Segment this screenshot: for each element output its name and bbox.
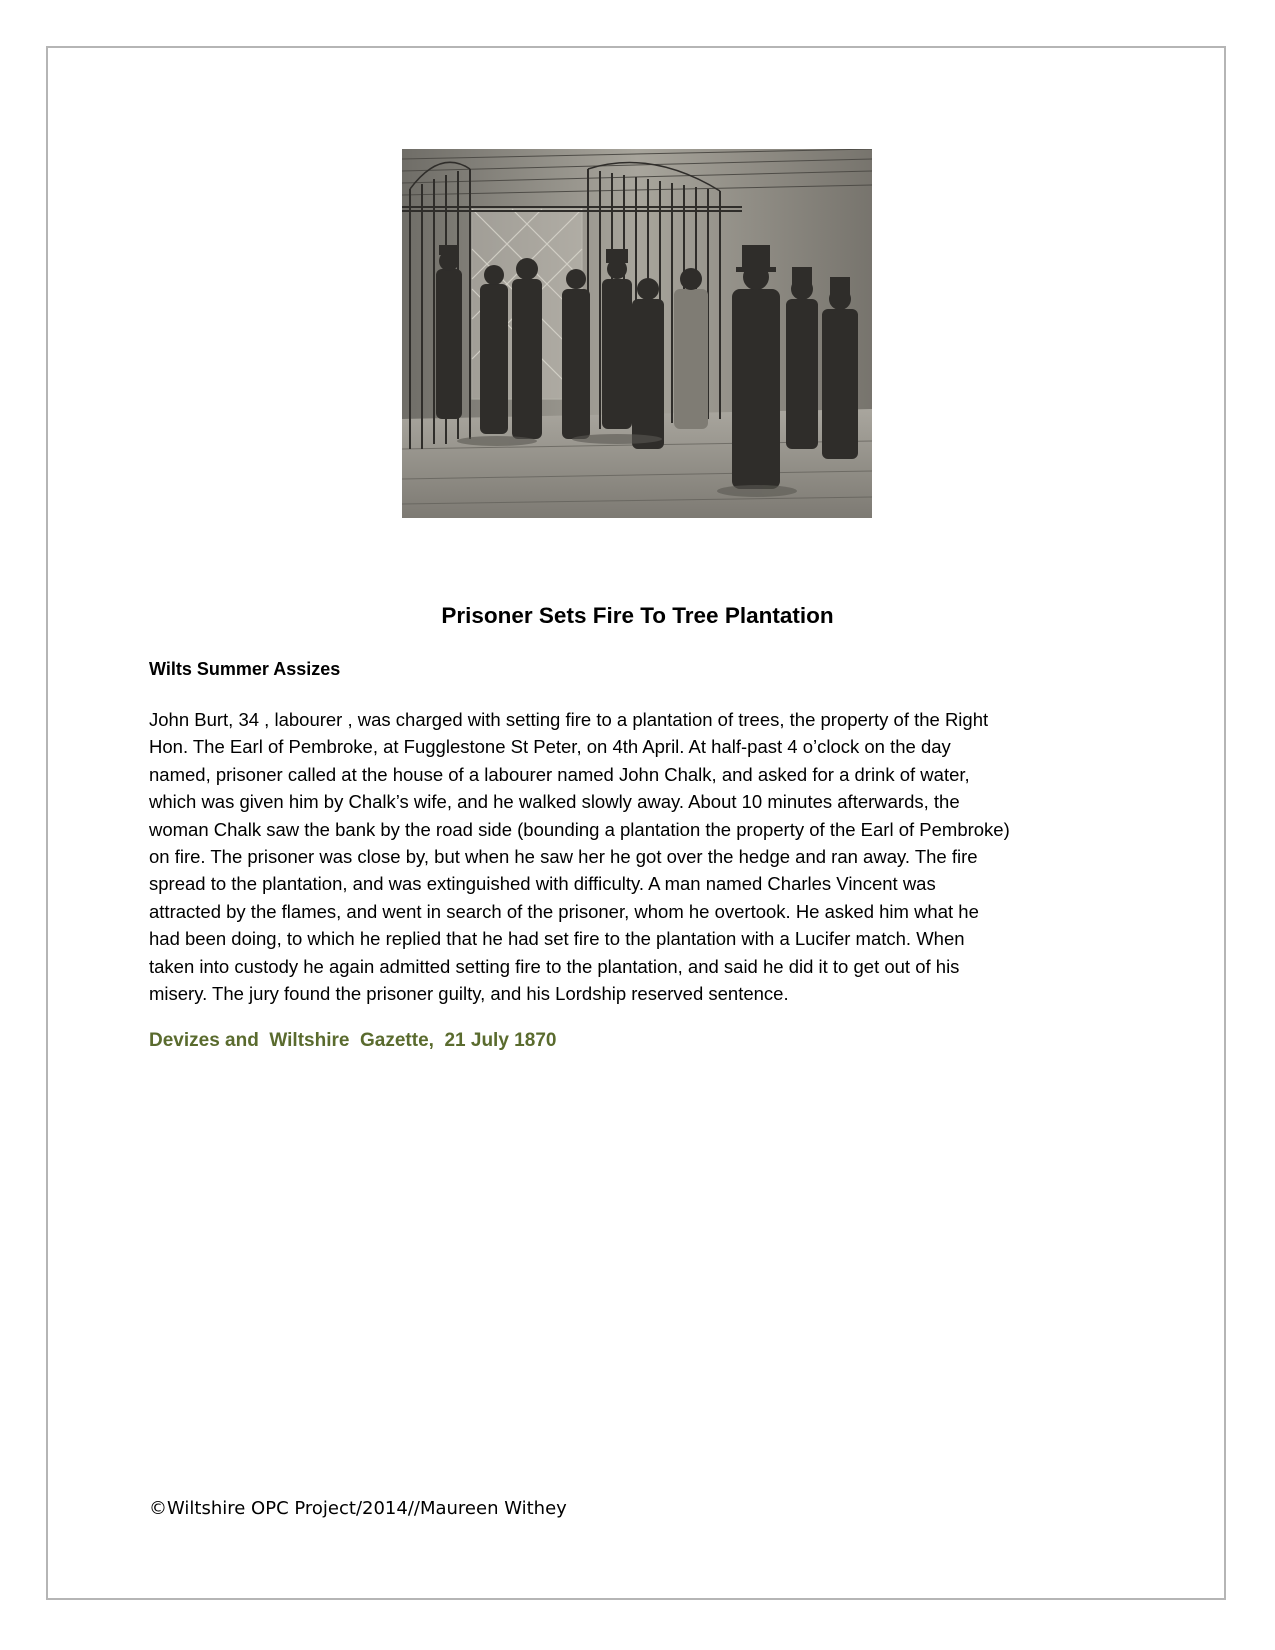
engraving-illustration — [402, 149, 872, 518]
article-body — [149, 706, 1129, 1007]
body-line: attracted by the flames, and went in search of the prisoner, whom he overtook. He asked him what he — [149, 900, 979, 922]
body-line: named, prisoner called at the house of a labourer named John Chalk, and asked for a drink of water, — [149, 763, 970, 785]
body-line: on fire. The prisoner was close by, but when he saw her he got over the hedge and ran away. The fire — [149, 846, 978, 868]
article-source: Devizes and Wiltshire Gazette, 21 July 1870 — [149, 1030, 557, 1051]
body-line: misery. The jury found the prisoner guilty, and his Lordship reserved sentence. — [149, 983, 789, 1005]
engraving-icon — [402, 149, 872, 518]
body-line: Hon. The Earl of Pembroke, at Fugglestone St Peter, on 4th April. At half-past 4 o’clock on the day — [149, 736, 951, 758]
article-subtitle: Wilts Summer Assizes — [149, 659, 341, 679]
body-line: which was given him by Chalk’s wife, and he walked slowly away. About 10 minutes afterwards, the — [149, 791, 960, 813]
article-title: Prisoner Sets Fire To Tree Plantation — [441, 603, 834, 628]
body-line: had been doing, to which he replied that he had set fire to the plantation with a Lucifer match. When — [149, 928, 965, 950]
body-line: taken into custody he again admitted setting fire to the plantation, and said he did it to get out of his — [149, 955, 960, 977]
body-line: woman Chalk saw the bank by the road side (bounding a plantation the property of the Earl of Pembroke) — [149, 818, 1010, 840]
body-line: spread to the plantation, and was extinguished with difficulty. A man named Charles Vincent was — [149, 873, 936, 895]
body-line: John Burt, 34 , labourer , was charged with setting fire to a plantation of trees, the property of the Right — [149, 709, 989, 730]
footer-copyright: ©Wiltshire OPC Project/2014//Maureen Withey — [149, 1498, 567, 1519]
